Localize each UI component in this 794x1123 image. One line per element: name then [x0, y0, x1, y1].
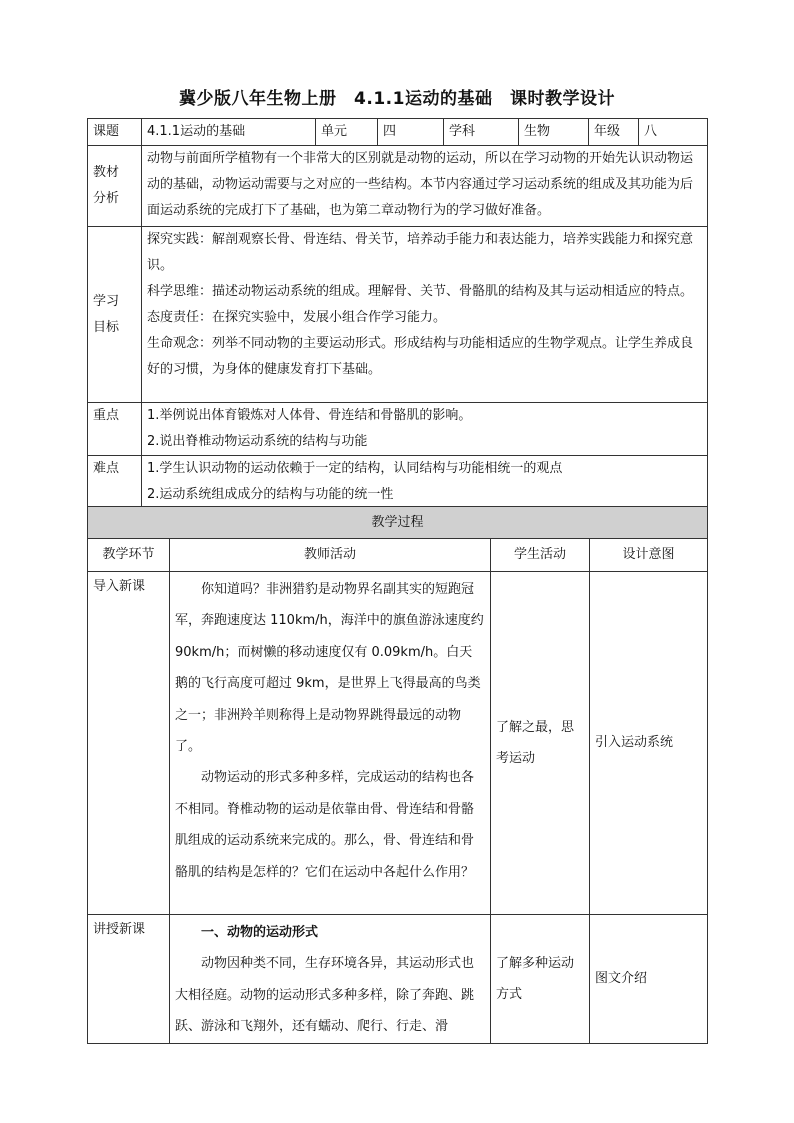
design-intent-cell: 引入运动系统	[590, 572, 708, 915]
objective-item: 生命观念：列举不同动物的主要运动形式。形成结构与功能相适应的生物学观点。让学生养成良好的习惯，为身体的健康发育打下基础。	[147, 336, 694, 377]
subject-label: 学科	[444, 119, 519, 146]
objectives-list	[142, 227, 708, 403]
objective-item: 科学思维：描述动物运动系统的组成。理解骨、关节、骨骼肌的结构及其与运动相适应的特点。	[147, 284, 694, 299]
difficulties-list	[142, 456, 708, 509]
grade-label: 年级	[589, 119, 639, 146]
table-row	[88, 572, 708, 915]
column-header-student: 学生活动	[491, 539, 590, 572]
teacher-activity-cell	[170, 915, 491, 1044]
key-points-label: 重点	[88, 403, 142, 456]
teaching-process-table	[87, 506, 708, 1044]
teacher-paragraph: 你知道吗？非洲猎豹是动物界名副其实的短跑冠军，奔跑速度达 110km/h，海洋中的旗鱼游泳速度约 90km/h；而树懒的移动速度仅有 0.09km/h。白天鹅的飞行高度可超过 9km，是世界上飞得最高的鸟类之一；非洲羚羊则称得上是动物界跳得最远的动物了。	[175, 582, 484, 755]
key-point-item: 1.举例说出体育锻炼对人体骨、骨连结和骨骼肌的影响。	[147, 408, 472, 423]
topic-value: 4.1.1运动的基础	[142, 119, 316, 146]
key-points-list	[142, 403, 708, 456]
objectives-label	[88, 227, 142, 403]
stage-cell: 讲授新课	[88, 915, 170, 1044]
document-title: 冀少版八年生物上册 4.1.1运动的基础 课时教学设计	[179, 89, 615, 109]
difficulty-item: 2.运动系统组成成分的结构与功能的统一性	[147, 487, 394, 502]
student-activity-cell: 了解之最，思考运动	[491, 572, 590, 915]
analysis-label-line2: 分析	[93, 191, 120, 206]
student-activity-cell: 了解多种运动方式	[491, 915, 590, 1044]
teacher-activity-cell	[170, 572, 491, 915]
section-heading: 一、动物的运动形式	[201, 925, 319, 940]
analysis-label	[88, 146, 142, 227]
unit-label: 单元	[316, 119, 378, 146]
column-header-teacher: 教师活动	[170, 539, 491, 572]
teacher-paragraph: 动物运动的形式多种多样，完成运动的结构也各不相同。脊椎动物的运动是依靠由骨、骨连结和骨骼肌组成的运动系统来完成的。那么，骨、骨连结和骨骼肌的结构是怎样的？它们在运动中各起什么作用？	[175, 770, 475, 880]
lesson-info-table	[87, 118, 708, 509]
unit-value: 四	[378, 119, 444, 146]
table-row	[88, 915, 708, 1044]
process-header: 教学过程	[88, 507, 708, 539]
objective-item: 探究实践：解剖观察长骨、骨连结、骨关节，培养动手能力和表达能力，培养实践能力和探究意识。	[147, 232, 694, 273]
column-header-intent: 设计意图	[590, 539, 708, 572]
difficulty-item: 1.学生认识动物的运动依赖于一定的结构，认同结构与功能相统一的观点	[147, 461, 563, 476]
objectives-label-line1: 学习	[93, 293, 120, 309]
key-point-item: 2.说出脊椎动物运动系统的结构与功能	[147, 434, 368, 449]
difficulties-label: 难点	[88, 456, 142, 509]
grade-value: 八	[639, 119, 708, 146]
teacher-paragraph: 动物因种类不同，生存环境各异，其运动形式也大相径庭。动物的运动形式多种多样，除了奔跑、跳跃、游泳和飞翔外，还有蠕动、爬行、行走、滑	[175, 956, 475, 1035]
topic-label: 课题	[88, 119, 142, 146]
column-header-stage: 教学环节	[88, 539, 170, 572]
objectives-label-line2: 目标	[93, 319, 120, 335]
objective-item: 态度责任：在探究实验中，发展小组合作学习能力。	[147, 310, 447, 325]
analysis-text: 动物与前面所学植物有一个非常大的区别就是动物的运动，所以在学习动物的开始先认识动物运动的基础，动物运动需要与之对应的一些结构。本节内容通过学习运动系统的组成及其功能为后面运动系统的完成打下了基础，也为第二章动物行为的学习做好准备。	[142, 146, 708, 227]
analysis-label-line1: 教材	[93, 165, 120, 180]
subject-value: 生物	[519, 119, 589, 146]
design-intent-cell: 图文介绍	[590, 915, 708, 1044]
stage-cell: 导入新课	[88, 572, 170, 915]
